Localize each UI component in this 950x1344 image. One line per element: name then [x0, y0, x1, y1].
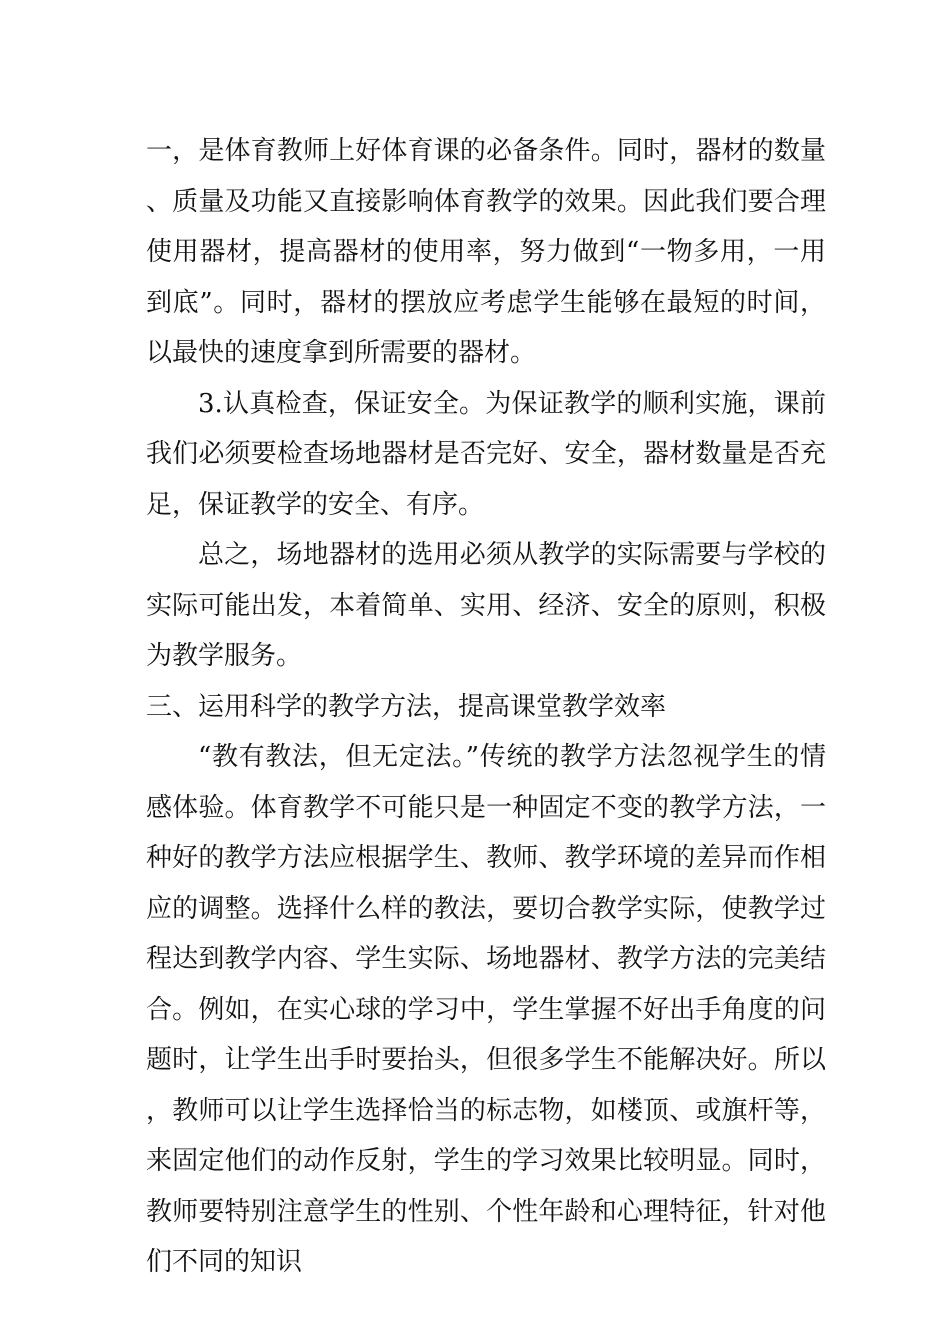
document-body [146, 126, 826, 1288]
paragraph-teaching-method: “教有教法，但无定法。”传统的教学方法忽视学生的情感体验。体育教学不可能只是一种固定不变的教学方法，一种好的教学方法应根据学生、教师、教学环境的差异而作相应的调整。选择什么样的教法，要切合教学实际，使教学过程达到教学内容、学生实际、场地器材、教学方法的完美结合。例如，在实心球的学习中，学生掌握不好出手角度的问题时，让学生出手时要抬头，但很多学生不能解决好。所以，教师可以让学生选择恰当的标志物，如楼顶、或旗杆等，来固定他们的动作反射，学生的学习效果比较明显。同时，教师要特别注意学生的性别、个性年龄和心理特征，针对他们不同的知识 [146, 742, 826, 1277]
paragraph-item-3: 3.认真检查，保证安全。为保证教学的顺利实施，课前我们必须要检查场地器材是否完好、安全，器材数量是否充足，保证教学的安全、有序。 [146, 388, 826, 520]
section-heading-3: 三、运用科学的教学方法，提高课堂教学效率 [146, 691, 667, 722]
paragraph-summary: 总之，场地器材的选用必须从教学的实际需要与学校的实际可能出发，本着简单、实用、经济、安全的原则，积极为教学服务。 [146, 540, 826, 671]
paragraph-continuation: 一，是体育教师上好体育课的必备条件。同时，器材的数量、质量及功能又直接影响体育教学的效果。因此我们要合理使用器材，提高器材的使用率，努力做到“一物多用，一用到底”。同时，器材的摆放应考虑学生能够在最短的时间，以最快的速度拿到所需要的器材。 [146, 136, 826, 368]
